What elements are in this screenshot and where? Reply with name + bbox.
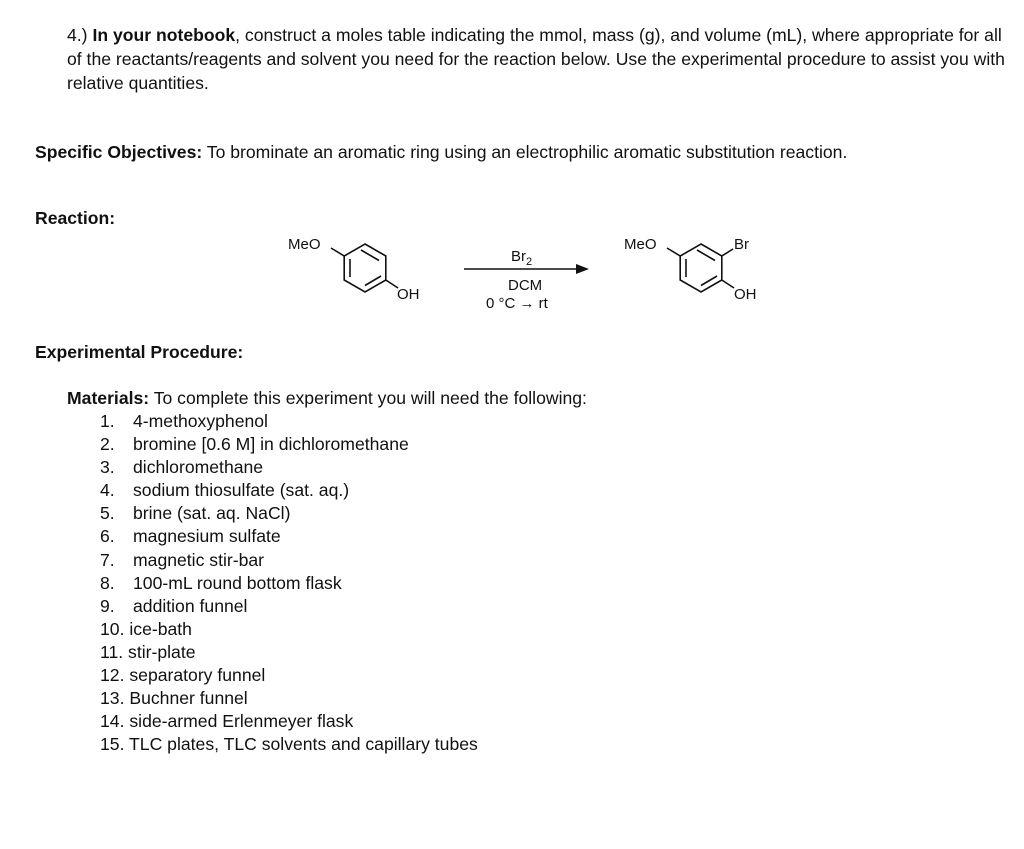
reactant-sub-top: MeO xyxy=(288,236,321,253)
objectives-label: Specific Objectives: xyxy=(35,142,203,162)
list-item: 6. magnesium sulfate xyxy=(100,526,281,547)
list-item: 5. brine (sat. aq. NaCl) xyxy=(100,503,291,524)
list-item: 14. side-armed Erlenmeyer flask xyxy=(100,711,354,732)
list-item: 2. bromine [0.6 M] in dichloromethane xyxy=(100,434,409,455)
materials-intro xyxy=(67,387,587,410)
objectives-text: To brominate an aromatic ring using an electrophilic aromatic substitution reaction. xyxy=(202,142,848,162)
reaction-heading: Reaction: xyxy=(35,208,116,228)
materials-label: Materials: xyxy=(67,388,150,408)
reactant-sub-bottom: OH xyxy=(397,286,420,303)
list-item: 4. sodium thiosulfate (sat. aq.) xyxy=(100,480,350,501)
list-item: 13. Buchner funnel xyxy=(100,688,248,709)
list-item: 8. 100-mL round bottom flask xyxy=(100,572,342,593)
list-item: 15. TLC plates, TLC solvents and capillary tubes xyxy=(100,734,478,755)
list-item: 10. ice-bath xyxy=(100,618,192,639)
list-item: 7. magnetic stir-bar xyxy=(100,549,265,570)
reactant-structure xyxy=(331,244,398,292)
list-item: 3. dichloromethane xyxy=(100,457,264,478)
product-structure xyxy=(667,244,734,292)
list-item: 1. 4-methoxyphenol xyxy=(100,411,268,431)
reagent-below-1: DCM xyxy=(508,277,543,294)
reagent-below-2: 0 °C → rt xyxy=(486,295,548,312)
product-sub-top-left: MeO xyxy=(624,236,657,253)
list-item: 11. stir-plate xyxy=(100,641,196,662)
materials-text: To complete this experiment you will need the following: xyxy=(149,388,587,408)
question-bold-phrase: In your notebook xyxy=(92,25,236,45)
procedure-heading: Experimental Procedure: xyxy=(35,342,244,362)
product-sub-bottom: OH xyxy=(734,286,757,303)
reagent-above: $Br_2$ xyxy=(511,248,533,268)
reaction-arrowhead xyxy=(576,264,589,274)
question-text: , construct a moles table indicating the mmol, mass (g), and volume (mL), where appropriate for all of the reactants/reagents and solvent you need for the reaction below. Use the experimental procedure to assist you with relative quantities. xyxy=(67,25,1005,93)
list-item: 9. addition funnel xyxy=(100,595,248,616)
list-item: 12. separatory funnel xyxy=(100,665,266,686)
product-sub-top-right: Br xyxy=(734,236,749,253)
question-number: 4.) xyxy=(67,25,88,45)
materials-list xyxy=(100,410,478,756)
